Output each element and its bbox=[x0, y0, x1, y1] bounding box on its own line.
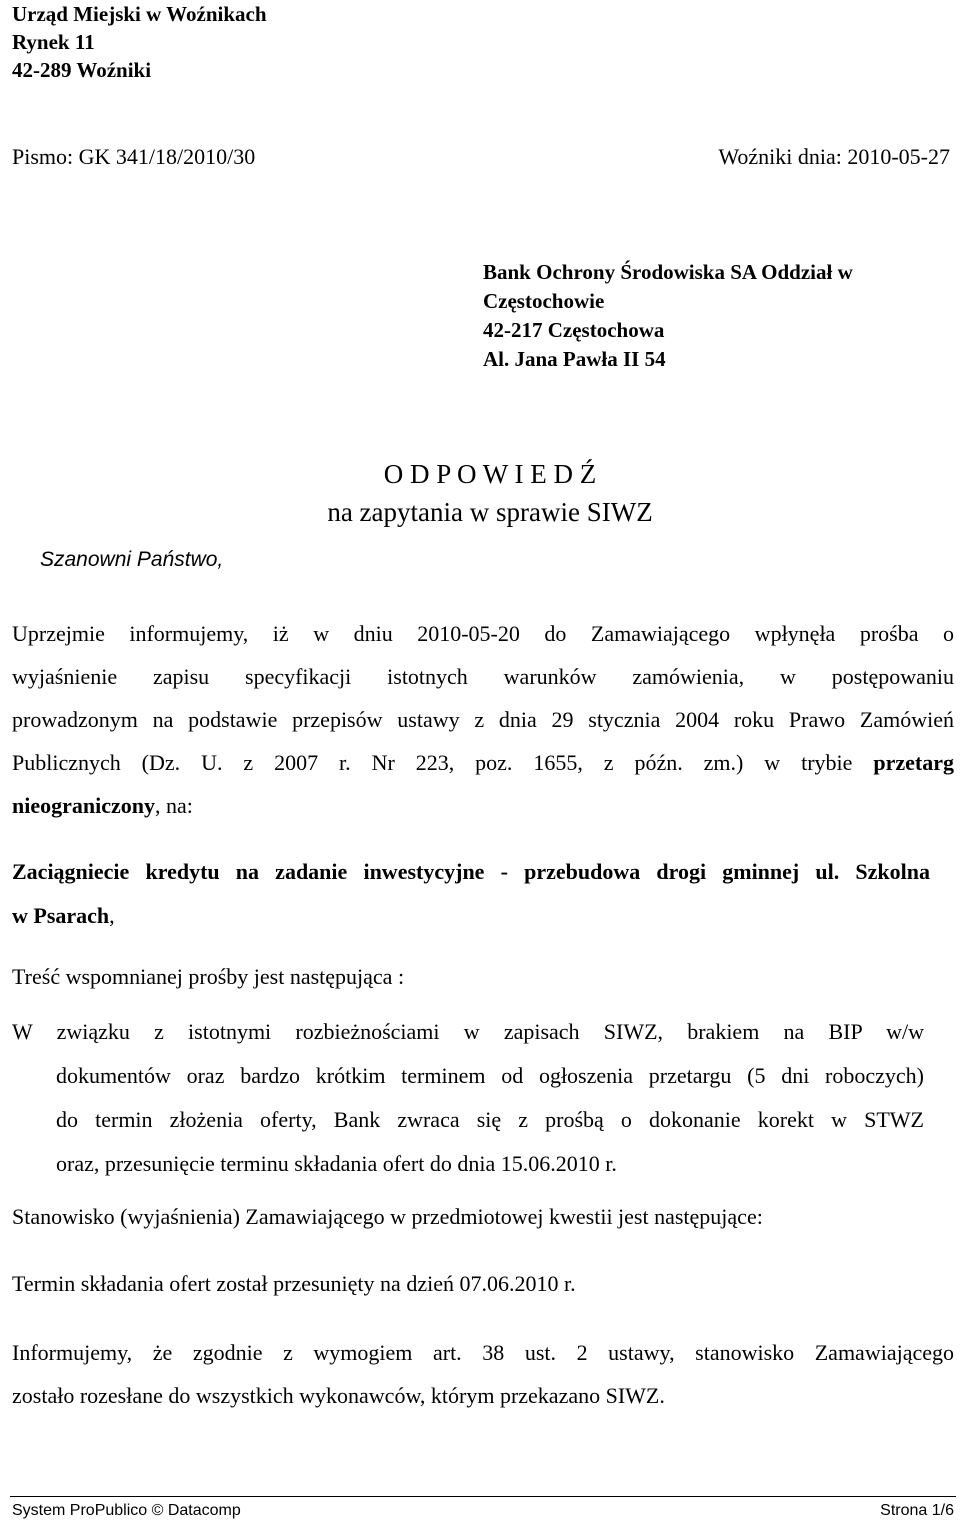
letter-reference: Pismo: GK 341/18/2010/30 bbox=[12, 144, 256, 169]
final-line: zostało rozesłane do wszystkich wykonawców, którym przekazano SIWZ. bbox=[12, 1383, 665, 1408]
intro-text: , na: bbox=[155, 793, 193, 818]
final-line: Informujemy, że zgodnie z wymogiem art. 38 ust. 2 ustawy, stanowisko Zamawiającego bbox=[12, 1340, 954, 1365]
recipient-line: Częstochowie bbox=[483, 289, 605, 313]
final-paragraph bbox=[12, 1331, 954, 1417]
footer-divider bbox=[10, 1496, 956, 1497]
title-subtitle: na zapytania w sprawie SIWZ bbox=[327, 497, 653, 527]
request-line: W związku z istotnymi rozbieżnościami w zapisach SIWZ, brakiem na BIP w/w bbox=[12, 1019, 924, 1044]
request-line: dokumentów oraz bardzo krótkim terminem od ogłoszenia przetargu (5 dni roboczych) bbox=[56, 1063, 924, 1088]
tender-type-text: nieograniczony bbox=[12, 793, 155, 818]
subject-text: w Psarach bbox=[12, 903, 110, 928]
recipient-address bbox=[483, 258, 853, 374]
footer-system-label: System ProPublico © Datacomp bbox=[12, 1502, 241, 1519]
request-line: do termin złożenia oferty, Bank zwraca się z prośbą o dokonanie korekt w STWZ bbox=[56, 1107, 924, 1132]
letter-date: Woźniki dnia: 2010-05-27 bbox=[718, 144, 950, 169]
request-intro: Treść wspomnianej prośby jest następująca : bbox=[12, 964, 405, 989]
intro-line bbox=[12, 784, 954, 827]
subject-paragraph bbox=[12, 850, 930, 938]
intro-line bbox=[12, 741, 954, 784]
intro-text: Publicznych (Dz. U. z 2007 r. Nr 223, poz. 1655, z późn. zm.) w trybie bbox=[12, 750, 853, 775]
document-title bbox=[0, 455, 960, 531]
subject-punctuation: , bbox=[109, 903, 115, 928]
answer-text: Termin składania ofert został przesunięty na dzień 07.06.2010 r. bbox=[12, 1271, 576, 1296]
title-main: O D P O W I E D Ź bbox=[383, 459, 597, 489]
salutation: Szanowni Państwo, bbox=[40, 548, 224, 571]
request-line: oraz, przesunięcie terminu składania ofert do dnia 15.06.2010 r. bbox=[56, 1151, 617, 1176]
position-heading: Stanowisko (wyjaśnienia) Zamawiającego w przedmiotowej kwestii jest następujące: bbox=[12, 1204, 763, 1229]
recipient-line: Al. Jana Pawła II 54 bbox=[483, 347, 666, 371]
sender-address bbox=[12, 0, 267, 84]
tender-type-text: przetarg bbox=[873, 750, 954, 775]
subject-line bbox=[12, 894, 930, 938]
intro-line: prowadzonym na podstawie przepisów ustawy z dnia 29 stycznia 2004 roku Prawo Zamówień bbox=[12, 707, 954, 732]
footer-page-number: Strona 1/6 bbox=[880, 1502, 954, 1519]
sender-name: Urząd Miejski w Woźnikach bbox=[12, 2, 267, 26]
intro-paragraph bbox=[12, 612, 954, 827]
intro-line: wyjaśnienie zapisu specyfikacji istotnych warunków zamówienia, w postępowaniu bbox=[12, 664, 954, 689]
sender-street: Rynek 11 bbox=[12, 30, 95, 54]
recipient-line: Bank Ochrony Środowiska SA Oddział w bbox=[483, 260, 853, 284]
recipient-line: 42-217 Częstochowa bbox=[483, 318, 665, 342]
sender-city: 42-289 Woźniki bbox=[12, 58, 152, 82]
intro-line: Uprzejmie informujemy, iż w dniu 2010-05-20 do Zamawiającego wpłynęła prośba o bbox=[12, 621, 954, 646]
request-paragraph bbox=[12, 1010, 924, 1186]
subject-line: Zaciągniecie kredytu na zadanie inwestycyjne - przebudowa drogi gminnej ul. Szkolna bbox=[12, 859, 930, 884]
